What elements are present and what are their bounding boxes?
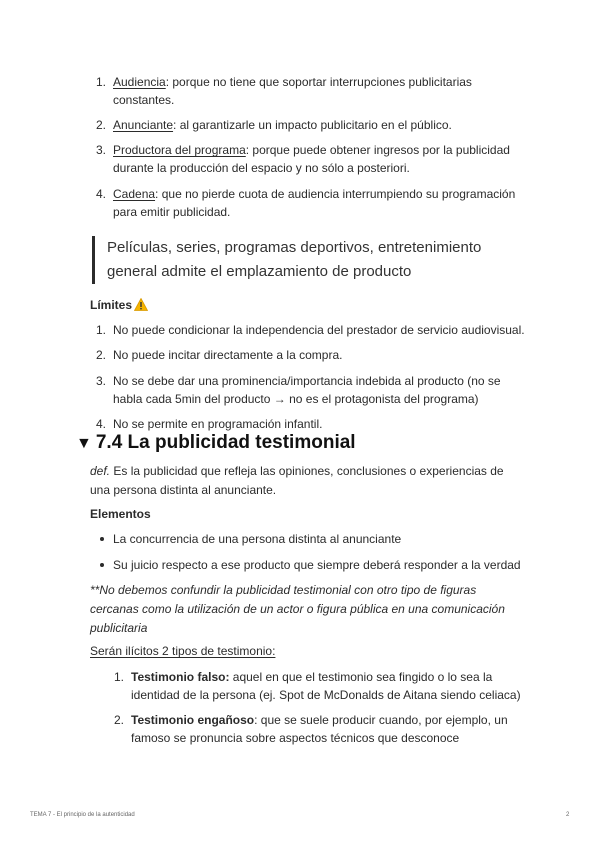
- list-text: : que se suele producir cuando, por ejemplo, un famoso se pronuncia sobre aspectos técnicos que desconoce: [131, 713, 508, 745]
- list-item: [96, 73, 526, 109]
- list-term: Testimonio falso:: [131, 670, 230, 684]
- definition-paragraph: [90, 462, 520, 500]
- list-text: Su juicio respecto a ese producto que siempre deberá responder a la verdad: [113, 558, 521, 572]
- definition-label: def.: [90, 464, 111, 478]
- list-item: [114, 668, 524, 704]
- list-text: No se debe dar una prominencia/importancia indebida al producto (no se habla cada 5min del producto → no es el protagonista del programa): [113, 374, 501, 406]
- list-item: [96, 185, 526, 221]
- list-number: 1.: [96, 323, 107, 337]
- list-number: 2.: [114, 713, 125, 727]
- illicit-heading: Serán ilícitos 2 tipos de testimonio:: [90, 644, 276, 658]
- list-number: 1.: [114, 670, 125, 684]
- list-text: : porque no tiene que soportar interrupciones publicitarias constantes.: [113, 75, 472, 107]
- list-term: Anunciante: [113, 118, 174, 132]
- list-number: 3.: [96, 143, 107, 157]
- list-item: [96, 116, 526, 134]
- section-title-text: 7.4 La publicidad testimonial: [95, 432, 356, 453]
- list-term: Productora del programa: [113, 143, 246, 157]
- bullet-icon: [100, 563, 104, 567]
- limits-heading: [90, 298, 148, 312]
- list-term: Testimonio engañoso: [131, 713, 255, 727]
- list-number: 3.: [96, 374, 107, 388]
- list-term: Audiencia: [113, 75, 166, 89]
- list-text: No puede incitar directamente a la compra.: [113, 348, 343, 362]
- note-paragraph: **No debemos confundir la publicidad testimonial con otro tipo de figuras cercanas como la utilización de un actor o figura pública en una comunicación publicitaria: [90, 583, 505, 635]
- list-item: [96, 321, 526, 339]
- collapse-toggle-icon[interactable]: ▼: [76, 435, 92, 452]
- section-heading[interactable]: [76, 432, 356, 454]
- list-text: : que no pierde cuota de audiencia interrumpiendo su programación para emitir publicidad.: [113, 187, 516, 219]
- list-number: 1.: [96, 75, 107, 89]
- list-item: [96, 415, 526, 433]
- list-item: [100, 530, 530, 548]
- limits-heading-text: Límites: [90, 298, 133, 312]
- list-item: [114, 711, 524, 747]
- list-text: : al garantizarle un impacto publicitario en el público.: [173, 118, 452, 132]
- list-text: aquel en que el testimonio sea fingido o lo sea la identidad de la persona (ej. Spot de McDonalds de Aitana siendo celiaca): [131, 670, 521, 702]
- list-item: [100, 556, 530, 574]
- list-item: [96, 346, 526, 364]
- list-item: [96, 372, 526, 408]
- list-text: : porque puede obtener ingresos por la publicidad durante la producción del espacio y no sólo a posteriori.: [113, 143, 510, 175]
- list-term: Cadena: [113, 187, 156, 201]
- blockquote: Películas, series, programas deportivos, entretenimiento general admite el emplazamiento de producto: [92, 236, 527, 284]
- bullet-icon: [100, 537, 104, 541]
- list-text: La concurrencia de una persona distinta al anunciante: [113, 532, 402, 546]
- definition-text: Es la publicidad que refleja las opiniones, conclusiones o experiencias de una persona distinta al anunciante.: [90, 464, 504, 497]
- list-number: 4.: [96, 417, 107, 431]
- list-text: No se permite en programación infantil.: [113, 417, 323, 431]
- elements-heading: Elementos: [90, 507, 151, 521]
- list-item: [96, 141, 526, 177]
- list-number: 2.: [96, 348, 107, 362]
- list-text: No puede condicionar la independencia del prestador de servicio audiovisual.: [113, 323, 525, 337]
- page-number: 2: [566, 812, 570, 818]
- list-number: 2.: [96, 118, 107, 132]
- warning-icon: [134, 298, 148, 311]
- footer-title: TEMA 7 - El principio de la autenticidad: [30, 812, 135, 818]
- list-number: 4.: [96, 187, 107, 201]
